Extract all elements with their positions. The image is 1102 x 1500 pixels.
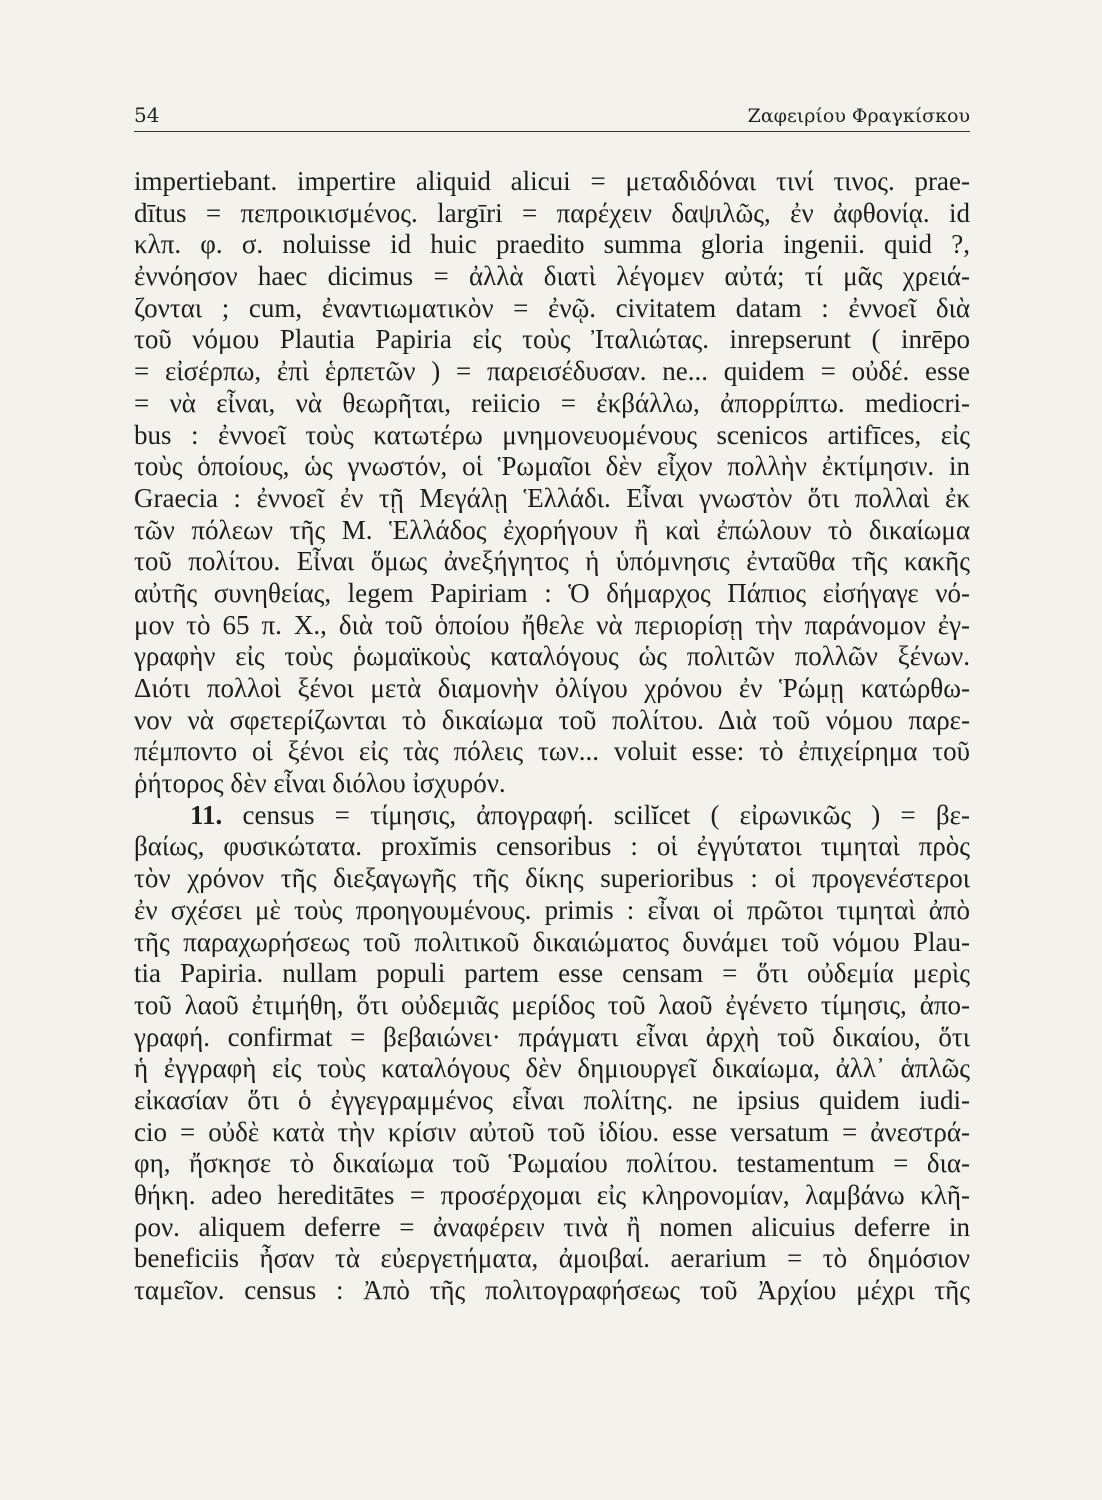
section-number: 11. [190, 799, 223, 830]
text-line: dītus = πεπροικισμένος. largīri = παρέχειν δαψιλῶς, ἐν ἀφθονίᾳ. id [134, 197, 970, 228]
text-line: κλπ. φ. σ. noluisse id huic praedito summa gloria ingenii. quid ?, [134, 229, 970, 260]
text-line: μον τὸ 65 π. Χ., διὰ τοῦ ὁποίου ἤθελε νὰ περιορίσῃ τὴν παράνομον ἐγ- [134, 609, 970, 640]
section-first-line [134, 800, 970, 832]
text-line: = εἰσέρπω, ἐπὶ ἑρπετῶν ) = παρεισέδυσαν. ne... quidem = οὐδέ. esse [134, 356, 970, 387]
section-first-line-text: census = τίμησις, ἀπογραφή. scilĭcet ( εἰρωνικῶς ) = βε- [242, 799, 971, 830]
text-line: τῆς παραχωρήσεως τοῦ πολιτικοῦ δικαιώματος δυνάμει τοῦ νόμου Plau- [134, 926, 970, 957]
text-line: ρον. aliquem deferre = ἀναφέρειν τινὰ ἢ nomen alicuius deferre in [134, 1211, 970, 1242]
body-text [134, 166, 970, 1307]
text-line: γραφή. confirmat = βεβαιώνει· πράγματι εἶναι ἀρχὴ τοῦ δικαίου, ὅτι [134, 1021, 970, 1052]
text-line: = νὰ εἶναι, νὰ θεωρῆται, reiicio = ἐκβάλλω, ἀπορρίπτω. mediocri- [134, 387, 970, 418]
text-line: αὐτῆς συνηθείας, legem Papiriam : Ὁ δήμαρχος Πάπιος εἰσήγαγε νό- [134, 577, 970, 608]
text-line: ἡ ἐγγραφὴ εἰς τοὺς καταλόγους δὲν δημιουργεῖ δικαίωμα, ἀλλ᾽ ἁπλῶς [134, 1053, 970, 1084]
text-line: τὸν χρόνον τῆς διεξαγωγῆς τῆς δίκης superioribus : οἱ προγενέστεροι [134, 863, 970, 894]
text-line: ἐν σχέσει μὲ τοὺς προηγουμένους. primis : εἶναι οἱ πρῶτοι τιμηταὶ ἀπὸ [134, 894, 970, 925]
text-line: τῶν πόλεων τῆς Μ. Ἑλλάδος ἐχορήγουν ἢ καὶ ἐπώλουν τὸ δικαίωμα [134, 514, 970, 545]
text-line: ζονται ; cum, ἐναντιωματικὸν = ἐνῷ. civitatem datam : ἐννοεῖ διὰ [134, 292, 970, 323]
text-line: ἐννόησον haec dicimus = ἀλλὰ διατὶ λέγομεν αὐτά; τί μᾶς χρειά- [134, 261, 970, 292]
text-line: beneficiis ἦσαν τὰ εὐεργετήματα, ἀμοιβαί. aerarium = τὸ δημόσιον [134, 1243, 970, 1274]
text-line: τοῦ λαοῦ ἐτιμήθη, ὅτι οὐδεμιᾶς μερίδος τοῦ λαοῦ ἐγένετο τίμησις, ἀπο- [134, 989, 970, 1020]
text-line: Διότι πολλοὶ ξένοι μετὰ διαμονὴν ὀλίγου χρόνου ἐν Ῥώμῃ κατώρθω- [134, 673, 970, 703]
text-line: εἰκασίαν ὅτι ὁ ἐγγεγραμμένος εἶναι πολίτης. ne ipsius quidem iudi- [134, 1084, 970, 1115]
text-line: τοὺς ὁποίους, ὡς γνωστόν, οἱ Ῥωμαῖοι δὲν εἶχον πολλὴν ἐκτίμησιν. in [134, 451, 970, 482]
text-line: τοῦ νόμου Plautia Papiria εἰς τοὺς Ἰταλιώτας. inrepserunt ( inrēpo [134, 324, 970, 355]
page-number: 54 [134, 103, 160, 127]
text-line: bus : ἐννοεῖ τοὺς κατωτέρω μνημονευομένους scenicos artifīces, εἰς [134, 419, 970, 450]
text-line: τοῦ πολίτου. Εἶναι ὅμως ἀνεξήγητος ἡ ὑπόμνησις ἐνταῦθα τῆς κακῆς [134, 546, 970, 577]
text-line: βαίως, φυσικώτατα. proxĭmis censoribus : οἱ ἐγγύτατοι τιμηταὶ πρὸς [134, 831, 970, 862]
text-line: ῥήτορος δὲν εἶναι διόλου ἰσχυρόν. [134, 768, 506, 799]
text-line: ταμεῖον. census : Ἀπὸ τῆς πολιτογραφήσεως τοῦ Ἀρχίου μέχρι τῆς [134, 1275, 970, 1306]
text-line: φη, ἤσκησε τὸ δικαίωμα τοῦ Ῥωμαίου πολίτου. testamentum = δια- [134, 1148, 970, 1179]
text-line: γραφὴν εἰς τοὺς ῥωμαϊκοὺς καταλόγους ὡς πολιτῶν πολλῶν ξένων. [134, 641, 970, 672]
text-line: cio = οὐδὲ κατὰ τὴν κρίσιν αὐτοῦ τοῦ ἰδίου. esse versatum = ἀνεστρά- [134, 1116, 970, 1147]
text-line: tia Papiria. nullam populi partem esse censam = ὅτι οὐδεμία μερὶς [134, 958, 970, 989]
text-line: Graecia : ἐννοεῖ ἐν τῇ Μεγάλῃ Ἑλλάδι. Εἶναι γνωστὸν ὅτι πολλαὶ ἐκ [134, 482, 970, 513]
text-line: impertiebant. impertire aliquid alicui = μεταδιδόναι τινί τινος. prae- [134, 166, 970, 196]
page-header [134, 96, 970, 132]
text-line: νον νὰ σφετερίζωνται τὸ δικαίωμα τοῦ πολίτου. Διὰ τοῦ νόμου παρε- [134, 704, 970, 735]
running-title: Ζαφειρίου Φραγκίσκου [747, 105, 970, 127]
text-line: πέμποντο οἱ ξένοι εἰς τὰς πόλεις των... voluit esse: τὸ ἐπιχείρημα τοῦ [134, 736, 970, 767]
text-line: θήκη. adeo hereditātes = προσέρχομαι εἰς κληρονομίαν, λαμβάνω κλῆ- [134, 1180, 970, 1210]
